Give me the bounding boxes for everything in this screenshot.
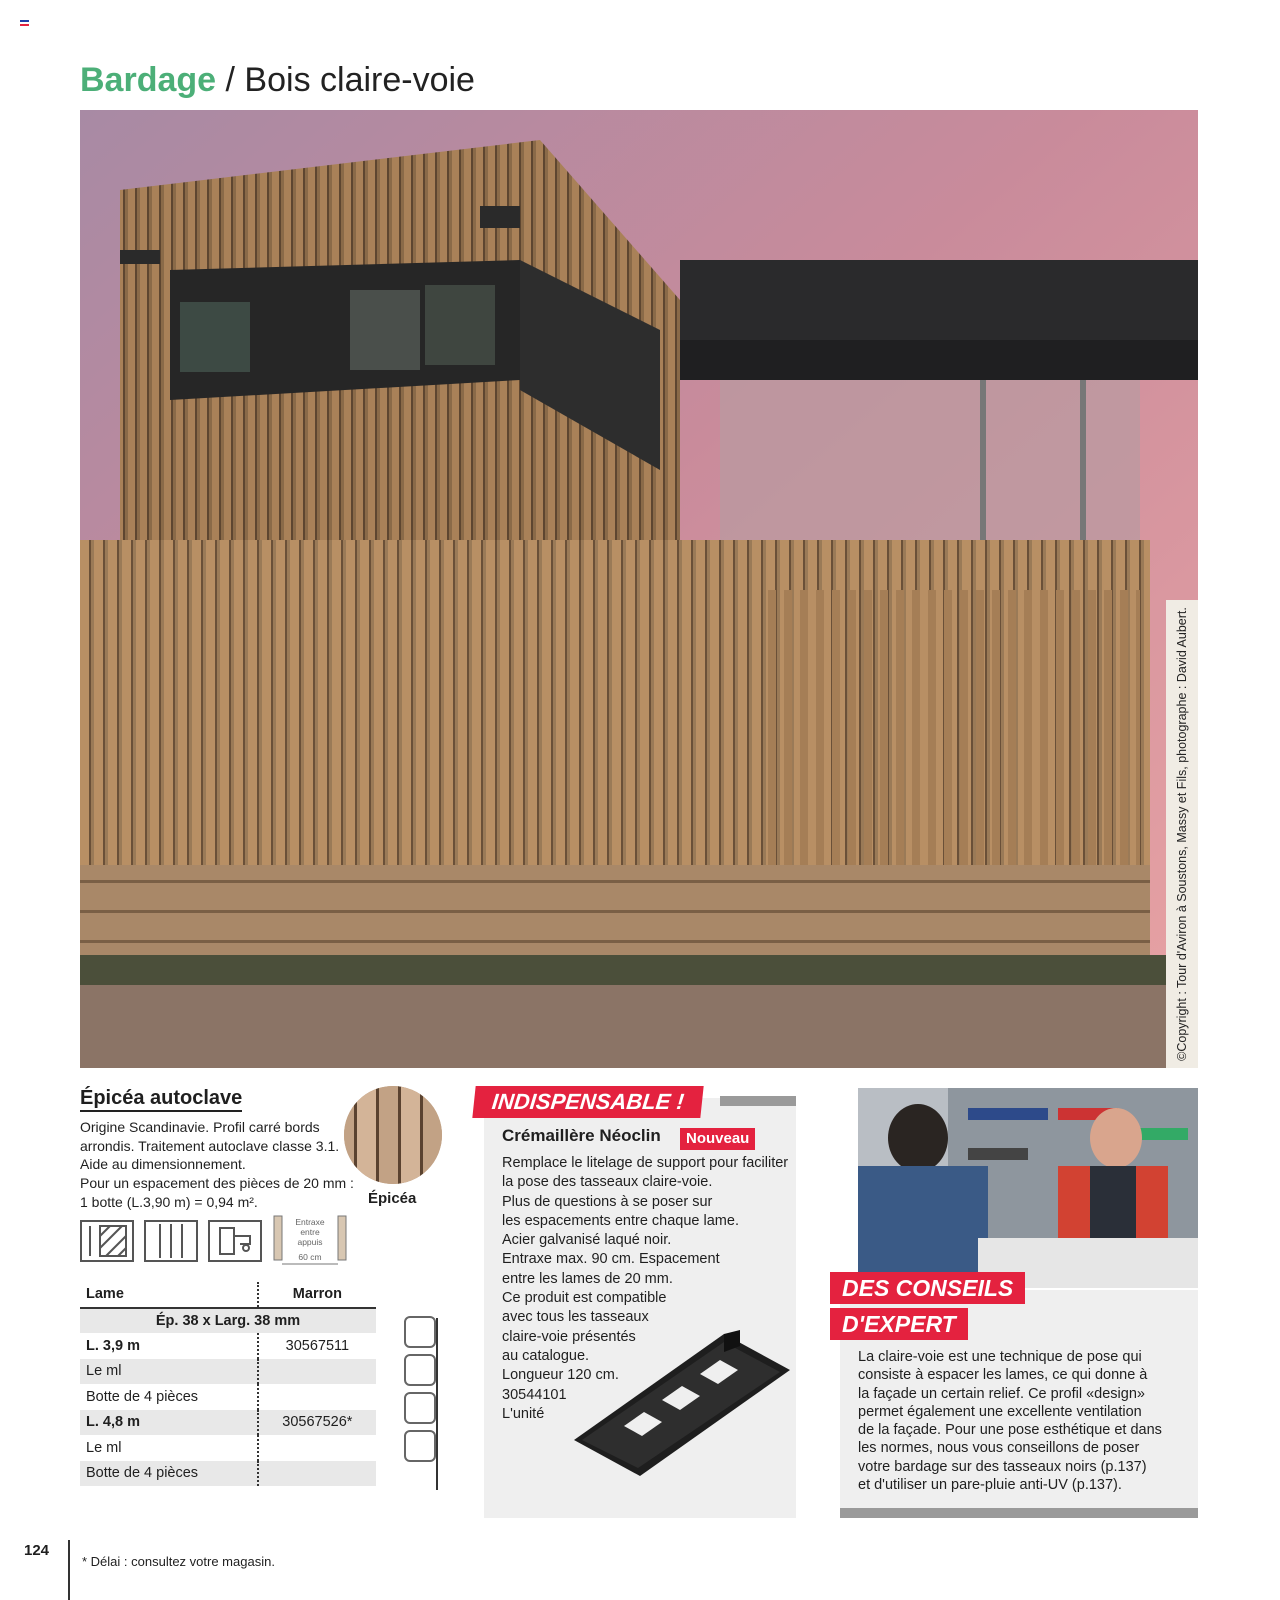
page-number: 124 (24, 1542, 50, 1559)
flag-stripe-red (20, 24, 29, 26)
table-cell-value (258, 1359, 376, 1385)
product-description-line: 1 botte (L.3,90 m) = 0,94 m². (80, 1193, 258, 1210)
neoclin-description-line: claire-voie présentés (502, 1328, 636, 1345)
conseils-text-line: la façade un certain relief. Ce profil «design» (858, 1385, 1145, 1402)
product-description-line: arrondis. Traitement autoclave classe 3.1. (80, 1137, 340, 1154)
checkbox-divider (436, 1318, 438, 1490)
profile-vertical-icon (144, 1220, 198, 1262)
table-row (80, 1410, 376, 1436)
conseils-text (858, 1348, 1162, 1494)
conseils-text-line: permet également une excellente ventilation (858, 1403, 1142, 1420)
title-category: Bardage (80, 61, 217, 99)
table-cell-label: Botte de 4 pièces (80, 1461, 258, 1487)
conseils-tag-line2: D'EXPERT (830, 1308, 968, 1340)
conseils-text-line: votre bardage sur des tasseaux noirs (p.137) (858, 1458, 1147, 1475)
table-cell-value (258, 1435, 376, 1461)
neoclin-description-line: Plus de questions à se poser sur (502, 1193, 713, 1210)
conseils-tag-line1: DES CONSEILS (830, 1272, 1025, 1304)
table-subheader: Ép. 38 x Larg. 38 mm (80, 1308, 376, 1334)
expert-photo-illustration (858, 1088, 1198, 1288)
rail-image (574, 1330, 790, 1480)
neoclin-description-line: 30544101 (502, 1386, 567, 1403)
selection-checkbox[interactable] (404, 1430, 436, 1462)
neoclin-description-line: Ce produit est compatible (502, 1290, 667, 1307)
table-header-row (80, 1282, 376, 1308)
entraxe-text: 60 cm (298, 1252, 322, 1262)
expert-photo (858, 1088, 1198, 1288)
table-header-lame: Lame (80, 1282, 258, 1308)
product-description-line: Origine Scandinavie. Profil carré bords (80, 1119, 320, 1135)
neoclin-description-line: les espacements entre chaque lame. (502, 1212, 739, 1229)
table-cell-label: L. 4,8 m (80, 1410, 258, 1436)
title-subcategory: Bois claire-voie (244, 61, 475, 99)
conseils-text-line: de la façade. Pour une pose esthétique et dans (858, 1422, 1162, 1439)
entraxe-text: entre (300, 1227, 320, 1237)
table-row (80, 1384, 376, 1410)
conseils-grey-bar (840, 1508, 1198, 1518)
neoclin-description-line: entre les lames de 20 mm. (502, 1270, 673, 1287)
selection-checkbox[interactable] (404, 1354, 436, 1386)
selection-checkbox[interactable] (404, 1392, 436, 1424)
entraxe-diagram (272, 1214, 350, 1270)
table-cell-label: Le ml (80, 1359, 258, 1385)
product-description-line: Pour un espacement des pièces de 20 mm : (80, 1175, 354, 1192)
table-row (80, 1435, 376, 1461)
page-title (80, 58, 475, 102)
neoclin-product-name: Crémaillère Néoclin (502, 1126, 661, 1145)
conseils-text-line: et d'utiliser un pare-pluie anti-UV (p.137). (858, 1477, 1122, 1494)
neoclin-description-line: avec tous les tasseaux (502, 1309, 649, 1326)
table-cell-label: Botte de 4 pièces (86, 1388, 199, 1405)
footnote: * Délai : consultez votre magasin. (82, 1554, 275, 1569)
house-photo-illustration (80, 110, 1198, 1068)
house-photo (80, 110, 1198, 1068)
entraxe-text: appuis (297, 1237, 323, 1247)
table-cell-label: Le ml (86, 1439, 122, 1456)
footer-divider (68, 1540, 70, 1600)
title-separator: / (225, 61, 235, 99)
swatch-label: Épicéa (368, 1190, 417, 1207)
selection-checkbox[interactable] (404, 1316, 436, 1348)
indispensable-grey-bar (720, 1096, 796, 1106)
table-cell-label: L. 3,9 m (86, 1337, 140, 1354)
wood-swatch-icon (344, 1086, 442, 1184)
table-cell-value: 30567526* (258, 1410, 376, 1436)
neoclin-description-line: la pose des tasseaux claire-voie. (502, 1174, 713, 1191)
profile-fixing-icon (208, 1220, 262, 1262)
profile-hatched-icon (80, 1220, 134, 1262)
photo-credit: ©Copyright : Tour d'Aviron à Soustons, Massy et Fils, photographe : David Aubert. (1175, 607, 1189, 1061)
neoclin-description-line: Acier galvanisé laqué noir. (502, 1232, 672, 1249)
table-header-marron: Marron (258, 1282, 376, 1308)
product-description (80, 1118, 354, 1212)
neoclin-description-line: Longueur 120 cm. (502, 1367, 619, 1384)
indispensable-tag: INDISPENSABLE ! (472, 1086, 703, 1118)
wood-swatch (344, 1086, 442, 1184)
table-cell-value (258, 1384, 376, 1410)
neoclin-description-line: Entraxe max. 90 cm. Espacement (502, 1251, 720, 1268)
photo-credit-strip (1166, 600, 1198, 1068)
spec-table (80, 1282, 376, 1486)
table-row (80, 1333, 376, 1359)
cremaillere-icon (574, 1330, 790, 1480)
table-row (80, 1359, 376, 1385)
product-name: Épicéa autoclave (80, 1086, 242, 1112)
nouveau-badge: Nouveau (680, 1128, 755, 1150)
conseils-text-line: La claire-voie est une technique de pose qui (858, 1349, 1142, 1365)
table-row (80, 1461, 376, 1487)
table-cell-value: 30567511 (258, 1333, 376, 1359)
neoclin-description-line: Remplace le litelage de support pour faciliter (502, 1155, 789, 1171)
conseils-text-line: les normes, nous vous conseillons de poser (858, 1440, 1140, 1457)
table-cell-value (258, 1461, 376, 1487)
product-description-line: Aide au dimensionnement. (80, 1156, 246, 1173)
flag-icon (20, 20, 29, 26)
entraxe-text: Entraxe (295, 1217, 325, 1227)
neoclin-description-line: au catalogue. (502, 1347, 590, 1364)
conseils-text-line: consiste à espacer les lames, ce qui donne à (858, 1367, 1148, 1384)
table-subheader-row (80, 1308, 376, 1334)
neoclin-description-line: L'unité (502, 1405, 545, 1422)
